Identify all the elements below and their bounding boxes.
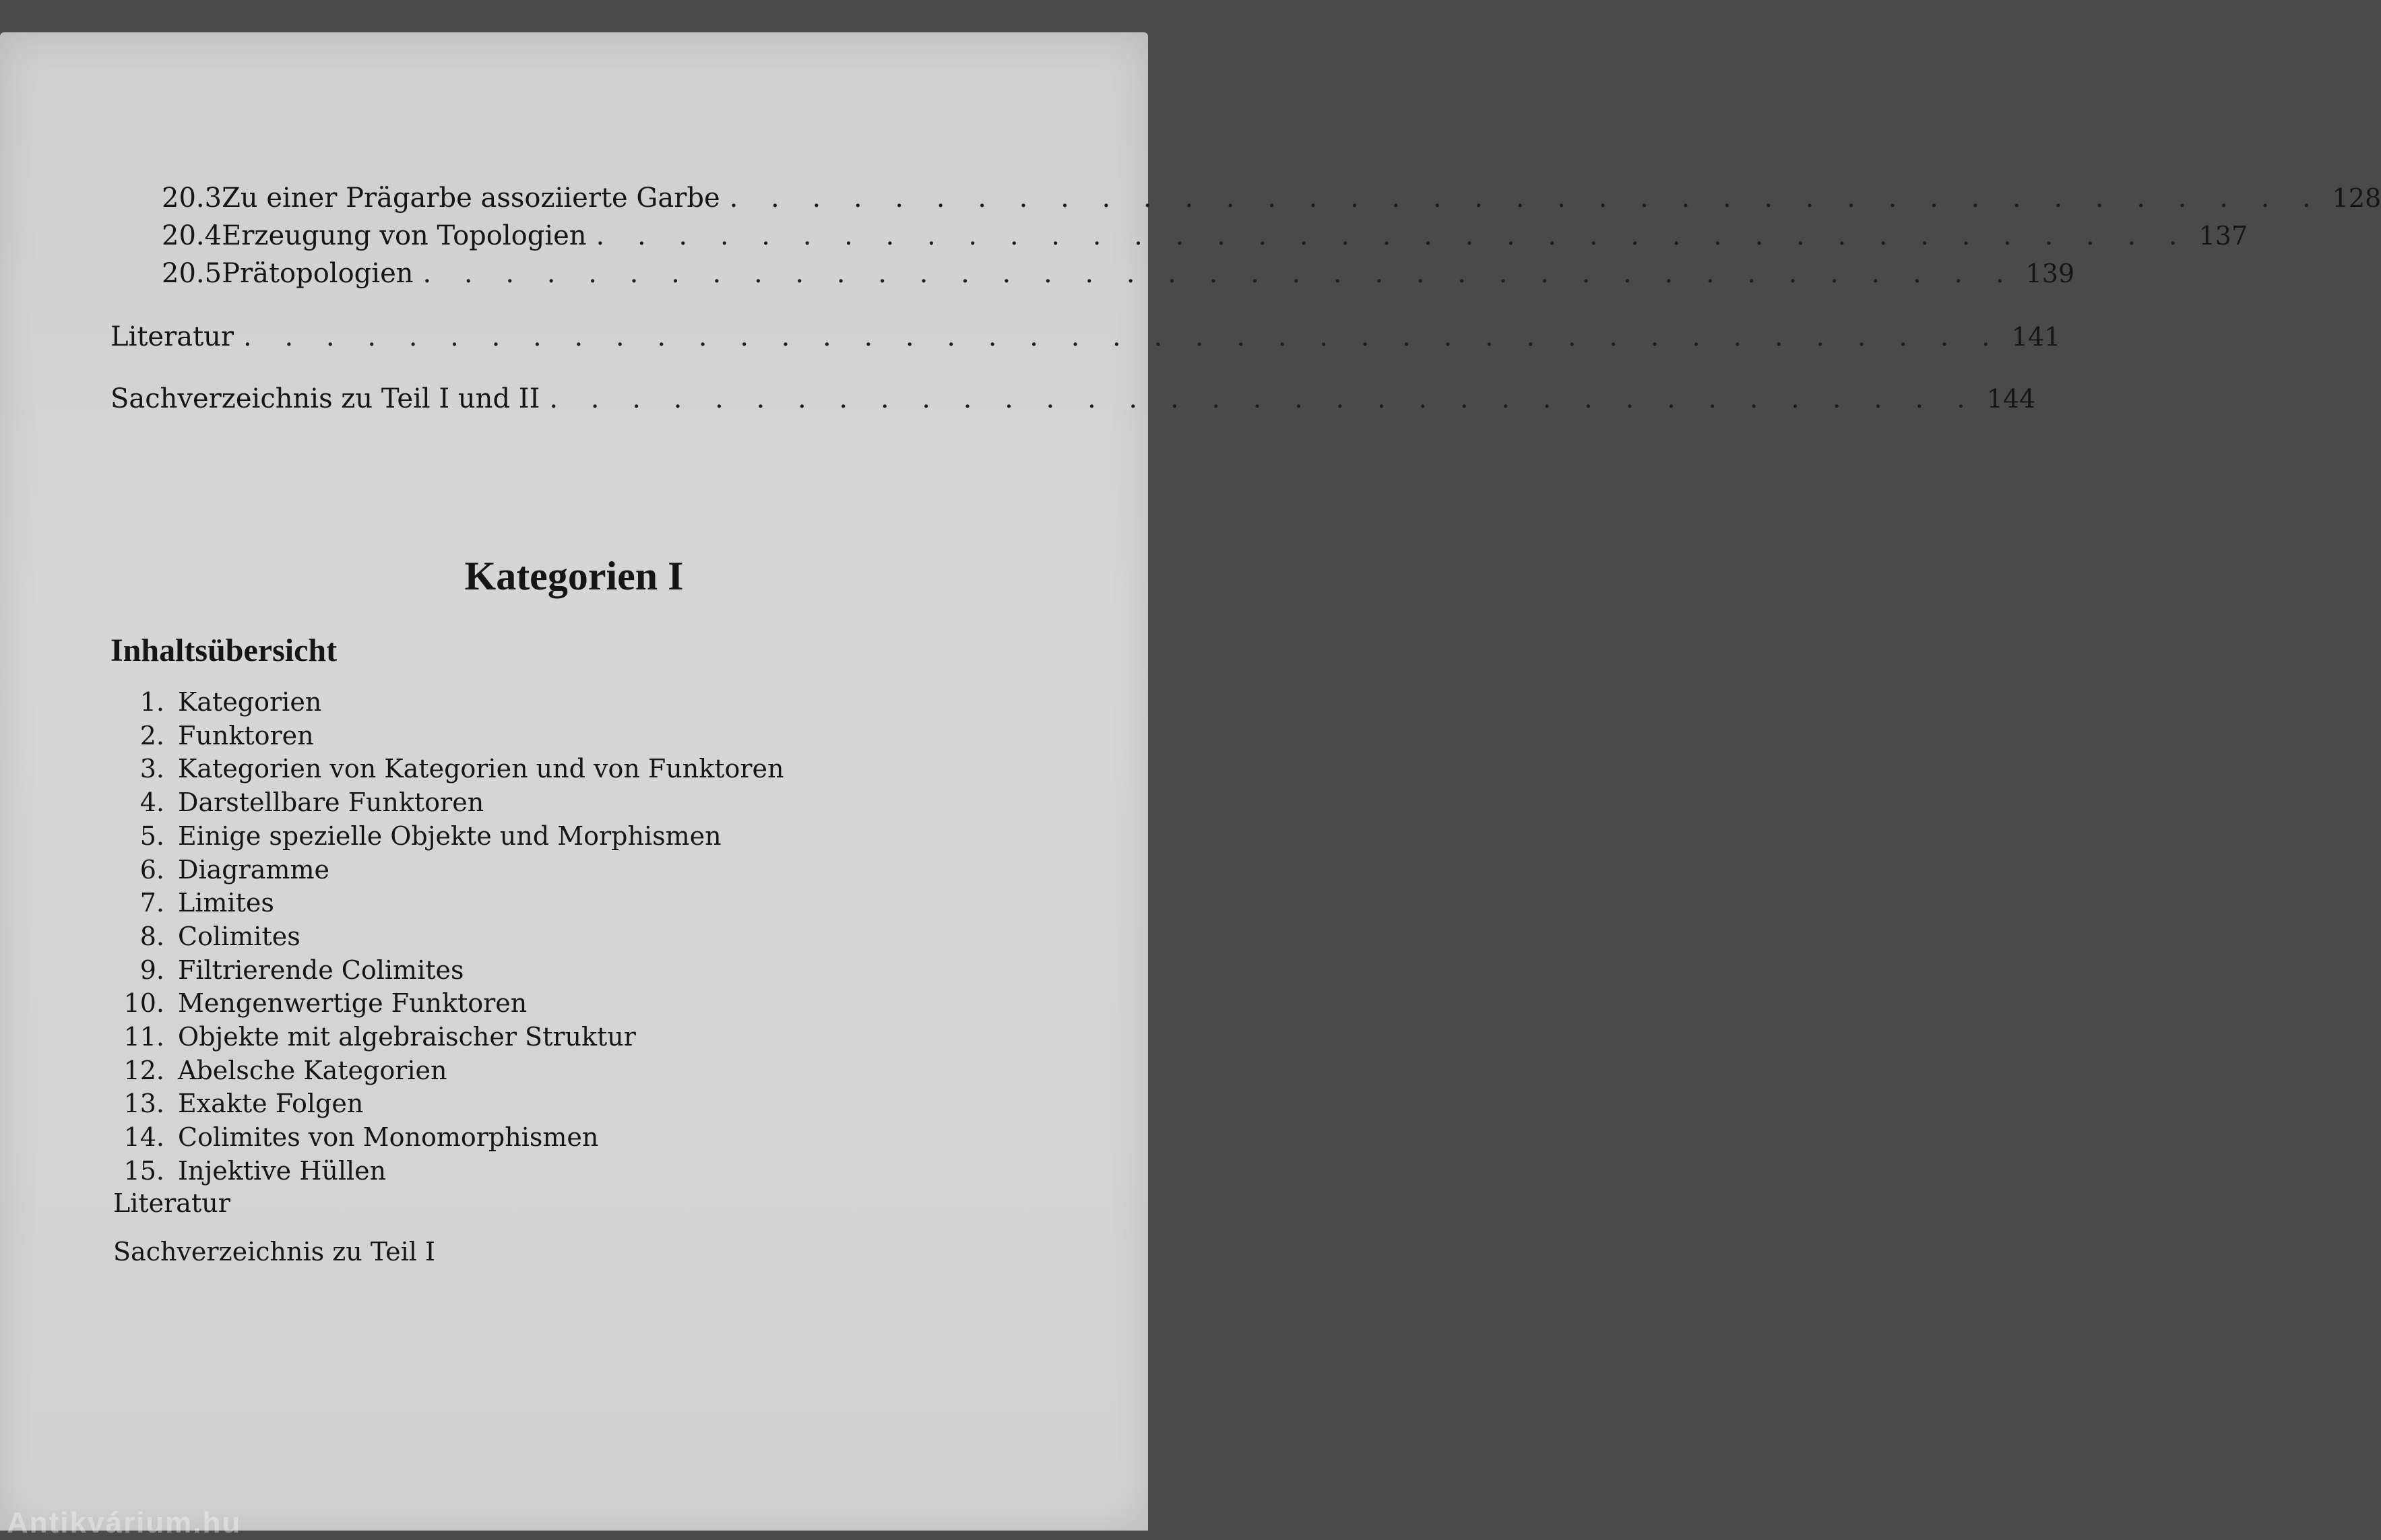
chapter-title: Abelsche Kategorien	[178, 1055, 447, 1085]
list-item	[110, 1121, 784, 1155]
toc-leader-dots: . . . . . . . . . . . . . . . . . . . . . . . . . . . . . . . . . . . . . . . . . . .	[243, 321, 2002, 352]
chapter-number: 10.	[123, 988, 164, 1019]
list-item	[110, 1087, 784, 1121]
list-item	[110, 954, 784, 988]
list-item	[110, 752, 784, 786]
list-item	[110, 686, 784, 719]
book-page	[0, 32, 2381, 1539]
chapter-title: Darstellbare Funktoren	[178, 788, 484, 818]
list-item	[110, 1054, 784, 1088]
chapter-number: 2.	[139, 720, 164, 750]
chapter-title: Einige spezielle Objekte und Morphismen	[178, 821, 722, 851]
chapter-number: 12.	[123, 1055, 164, 1085]
toc-entry-title: Literatur	[110, 321, 234, 352]
chapter-number: 13.	[123, 1089, 164, 1119]
toc-entry-20-5	[162, 257, 2075, 290]
toc-entry-page: 144	[1986, 384, 2036, 414]
toc-entry-20-4	[162, 220, 2248, 252]
chapter-number: 6.	[139, 854, 164, 885]
chapter-number: 15.	[123, 1155, 164, 1186]
toc-entry-title: Sachverzeichnis zu Teil I und II	[110, 383, 540, 414]
list-item	[110, 1021, 784, 1054]
toc-entry-number: 20.5	[162, 258, 222, 289]
toc-entry-title: Zu einer Prägarbe assoziierte Garbe	[222, 183, 720, 214]
chapter-title: Objekte mit algebraischer Struktur	[178, 1022, 636, 1052]
list-item	[110, 987, 784, 1021]
toc-entry-20-3	[162, 182, 2381, 214]
list-item	[110, 786, 784, 820]
chapter-title: Kategorien von Kategorien und von Funktoren	[178, 754, 784, 784]
chapter-title: Exakte Folgen	[178, 1089, 364, 1119]
watermark: Antikvárium.hu	[7, 1506, 242, 1539]
list-item	[110, 820, 784, 854]
list-item	[110, 719, 784, 753]
chapter-title: Colimites	[178, 921, 300, 951]
chapter-title: Diagramme	[178, 854, 329, 885]
toc-leader-dots: . . . . . . . . . . . . . . . . . . . . . . . . . . . . . . . . . . . . . . .	[596, 220, 2190, 251]
toc-leader-dots: . . . . . . . . . . . . . . . . . . . . . . . . . . . . . . . . . . . . . . .	[422, 258, 2017, 289]
toc-entry-title: Prätopologien	[222, 258, 414, 289]
toc-leader-dots: . . . . . . . . . . . . . . . . . . . . . . . . . . . . . . . . . . . . . . .	[729, 183, 2323, 214]
chapter-list	[110, 686, 784, 1188]
part-title: Kategorien I	[464, 554, 684, 598]
list-item	[110, 1155, 784, 1188]
index-line: Sachverzeichnis zu Teil I	[113, 1237, 436, 1266]
chapter-title: Injektive Hüllen	[178, 1155, 387, 1186]
chapter-number: 8.	[139, 921, 164, 951]
chapter-title: Kategorien	[178, 687, 322, 717]
list-item	[110, 920, 784, 954]
chapter-title: Funktoren	[178, 720, 314, 750]
toc-leader-dots: . . . . . . . . . . . . . . . . . . . . . . . . . . . . . . . . . . .	[549, 383, 1977, 414]
chapter-number: 1.	[139, 687, 164, 717]
chapter-number: 11.	[123, 1022, 164, 1052]
toc-entry-sachverzeichnis	[110, 383, 2036, 415]
chapter-number: 5.	[139, 821, 164, 851]
toc-entry-literatur	[110, 321, 2061, 353]
toc-entry-page: 128	[2332, 183, 2381, 213]
chapter-title: Colimites von Monomorphismen	[178, 1122, 599, 1153]
chapter-number: 7.	[139, 888, 164, 918]
toc-entry-number: 20.3	[162, 183, 222, 214]
chapter-title: Mengenwertige Funktoren	[178, 988, 528, 1019]
chapter-number: 4.	[139, 788, 164, 818]
toc-entry-page: 141	[2011, 322, 2061, 352]
literature-line: Literatur	[113, 1188, 230, 1218]
toc-entry-page: 139	[2025, 259, 2075, 288]
overview-heading: Inhaltsübersicht	[110, 633, 338, 668]
toc-entry-page: 137	[2198, 221, 2248, 251]
chapter-number: 3.	[139, 754, 164, 784]
chapter-number: 9.	[139, 955, 164, 985]
list-item	[110, 854, 784, 887]
chapter-number: 14.	[123, 1122, 164, 1153]
toc-entry-title: Erzeugung von Topologien	[222, 220, 587, 251]
toc-entry-number: 20.4	[162, 220, 222, 251]
chapter-title: Filtrierende Colimites	[178, 955, 464, 985]
chapter-title: Limites	[178, 888, 274, 918]
list-item	[110, 887, 784, 920]
